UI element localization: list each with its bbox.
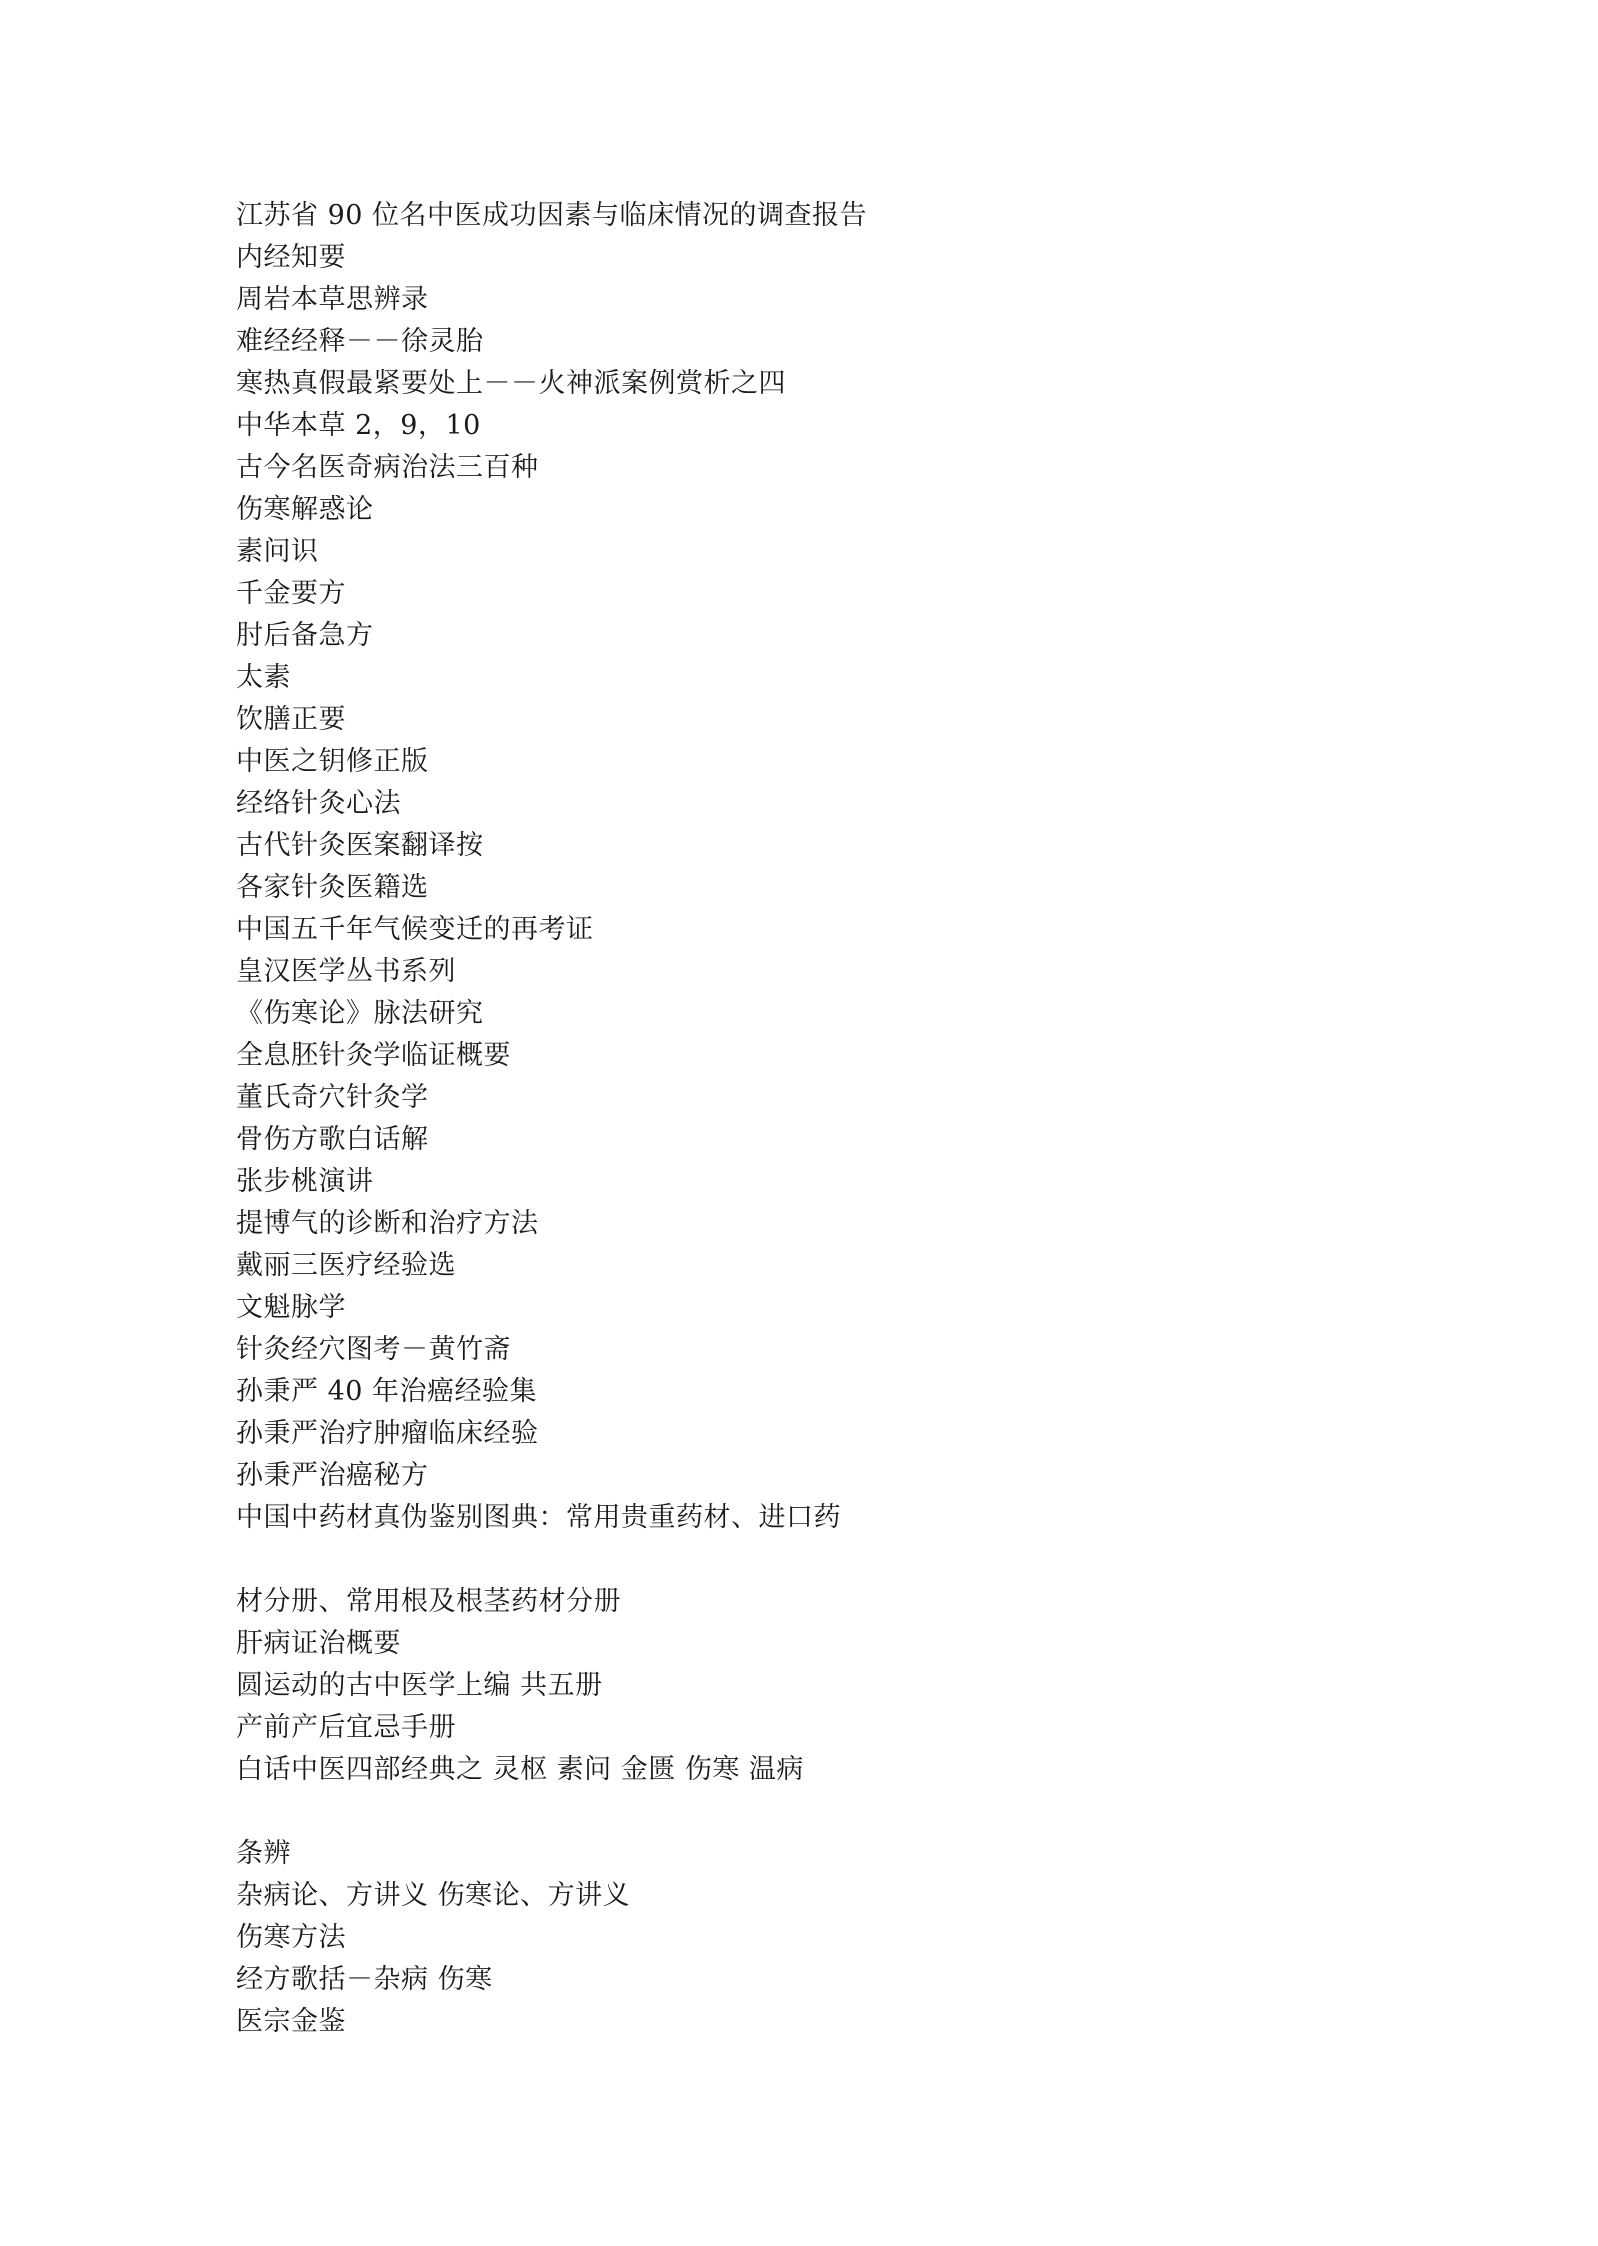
list-item: 中国中药材真伪鉴别图典：常用贵重药材、进口药 (236, 1502, 841, 1533)
list-item: 寒热真假最紧要处上－－火神派案例赏析之四 (236, 368, 786, 399)
list-item: 太素 (236, 662, 291, 693)
list-item: 内经知要 (236, 242, 346, 273)
list-item: 肝病证治概要 (236, 1628, 401, 1659)
list-item: 孙秉严治癌秘方 (236, 1460, 429, 1491)
list-item: 圆运动的古中医学上编 共五册 (236, 1670, 603, 1701)
list-item: 古代针灸医案翻译按 (236, 830, 484, 861)
list-item: 针灸经穴图考－黄竹斋 (236, 1334, 511, 1365)
list-item: 中国五千年气候变迁的再考证 (236, 914, 594, 945)
list-item: 经络针灸心法 (236, 788, 401, 819)
list-item: 产前产后宜忌手册 (236, 1712, 456, 1743)
list-item: 《伤寒论》脉法研究 (236, 998, 484, 1029)
list-item: 文魁脉学 (236, 1292, 346, 1323)
list-item: 千金要方 (236, 578, 346, 609)
list-item: 材分册、常用根及根茎药材分册 (236, 1586, 621, 1617)
list-item: 孙秉严治疗肿瘤临床经验 (236, 1418, 539, 1449)
list-item: 素问识 (236, 536, 319, 567)
list-item: 白话中医四部经典之 灵枢 素问 金匮 伤寒 温病 (236, 1754, 804, 1785)
list-item: 提博气的诊断和治疗方法 (236, 1208, 539, 1239)
list-item: 皇汉医学丛书系列 (236, 956, 456, 987)
list-item: 难经经释－－徐灵胎 (236, 326, 484, 357)
list-item: 中医之钥修正版 (236, 746, 429, 777)
list-item: 经方歌括－杂病 伤寒 (236, 1964, 493, 1995)
book-title-list (236, 195, 867, 2043)
list-item: 古今名医奇病治法三百种 (236, 452, 539, 483)
list-item: 伤寒解惑论 (236, 494, 374, 525)
list-item: 张步桃演讲 (236, 1166, 374, 1197)
list-item: 全息胚针灸学临证概要 (236, 1040, 511, 1071)
list-item: 江苏省 90 位名中医成功因素与临床情况的调查报告 (236, 200, 868, 231)
list-item: 条辨 (236, 1838, 291, 1869)
list-item: 各家针灸医籍选 (236, 872, 429, 903)
list-item: 周岩本草思辨录 (236, 284, 429, 315)
list-item: 杂病论、方讲义 伤寒论、方讲义 (236, 1880, 631, 1911)
list-item: 伤寒方法 (236, 1922, 346, 1953)
list-item: 医宗金鉴 (236, 2006, 346, 2037)
list-item: 戴丽三医疗经验选 (236, 1250, 456, 1281)
list-item: 孙秉严 40 年治癌经验集 (236, 1376, 538, 1407)
list-item: 肘后备急方 (236, 620, 374, 651)
list-item: 饮膳正要 (236, 704, 346, 735)
list-item: 中华本草 2，9，10 (236, 410, 481, 441)
list-item: 董氏奇穴针灸学 (236, 1082, 429, 1113)
list-item: 骨伤方歌白话解 (236, 1124, 429, 1155)
